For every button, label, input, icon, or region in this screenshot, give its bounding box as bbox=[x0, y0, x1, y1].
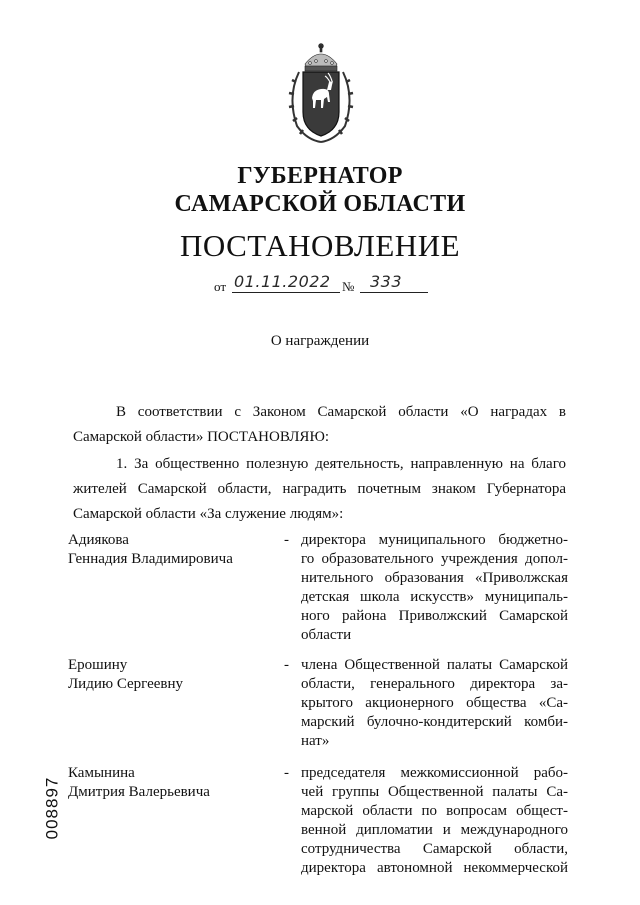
position-line: области, генерального директора за- bbox=[301, 676, 568, 692]
awardee-given-name: Геннадия Владимировича bbox=[68, 551, 233, 567]
preamble-line2: Самарской области» ПОСТАНОВЛЯЮ: bbox=[73, 429, 330, 445]
document-number: 333 bbox=[370, 272, 403, 291]
awardee-name bbox=[68, 531, 233, 569]
date-label: от bbox=[214, 279, 227, 294]
position-line: го образовательного учреждения допол- bbox=[301, 551, 568, 567]
date-underline bbox=[232, 292, 340, 293]
position-line: сотрудничества Самарской области, bbox=[301, 841, 568, 857]
document-type: ПОСТАНОВЛЕНИЕ bbox=[179, 228, 461, 263]
issuer-title-line2: САМАРСКОЙ ОБЛАСТИ bbox=[174, 191, 466, 217]
entry-dash: - bbox=[284, 532, 289, 548]
position-line: председателя межкомиссионной рабо- bbox=[301, 765, 568, 781]
position-line: директора автономной некоммерческой bbox=[301, 860, 568, 876]
document-subject: О награждении bbox=[270, 333, 370, 349]
serial-number-text: 008897 bbox=[42, 776, 62, 840]
awardee-position bbox=[301, 764, 568, 878]
entry-dash: - bbox=[284, 657, 289, 673]
awardee-given-name: Дмитрия Валерьевича bbox=[68, 784, 210, 800]
coat-of-arms-icon bbox=[283, 42, 359, 148]
position-line: директора муниципального бюджетно- bbox=[301, 532, 568, 548]
position-line: нительного образования «Приволжская bbox=[301, 570, 568, 586]
number-label: № bbox=[342, 279, 355, 294]
position-line: марской области по вопросам общест- bbox=[301, 803, 568, 819]
position-line: области bbox=[301, 627, 352, 643]
position-line: нат» bbox=[301, 733, 330, 749]
date-number-line bbox=[214, 274, 434, 298]
awardee-surname: Камынина bbox=[68, 765, 135, 781]
document-date: 01.11.2022 bbox=[234, 272, 331, 291]
preamble-line1: В соответствии с Законом Самарской области «О наградах в bbox=[116, 404, 566, 420]
awardee-position bbox=[301, 656, 568, 751]
position-line: венной дипломатии и международного bbox=[301, 822, 568, 838]
clause1-line2: жителей Самарской области, наградить почетным знаком Губернатора bbox=[73, 481, 566, 497]
awardee-name bbox=[68, 764, 210, 802]
position-line: чей группы Общественной палаты Са- bbox=[301, 784, 568, 800]
position-line: ного района Приволжский Самарской bbox=[301, 608, 568, 624]
position-line: детская школа искусств» муниципаль- bbox=[301, 589, 568, 605]
awardee-given-name: Лидию Сергеевну bbox=[68, 676, 184, 692]
position-line: члена Общественной палаты Самарской bbox=[301, 657, 568, 673]
entry-dash: - bbox=[284, 765, 289, 781]
awardee-name bbox=[68, 656, 183, 694]
awardee-surname: Ерошину bbox=[68, 657, 128, 673]
crown-icon bbox=[305, 44, 337, 71]
issuer-title-line1: ГУБЕРНАТОР bbox=[237, 163, 403, 189]
position-line: марский булочно-кондитерский комби- bbox=[301, 714, 568, 730]
awardee-surname: Адиякова bbox=[68, 532, 129, 548]
margin-serial-number bbox=[41, 768, 63, 848]
number-underline bbox=[360, 292, 428, 293]
clause1-line3: Самарской области «За служение людям»: bbox=[73, 506, 344, 522]
awardee-position bbox=[301, 531, 568, 645]
clause1-line1: 1. За общественно полезную деятельность, направленную на благо bbox=[116, 456, 566, 472]
position-line: крытого акционерного общества «Са- bbox=[301, 695, 568, 711]
